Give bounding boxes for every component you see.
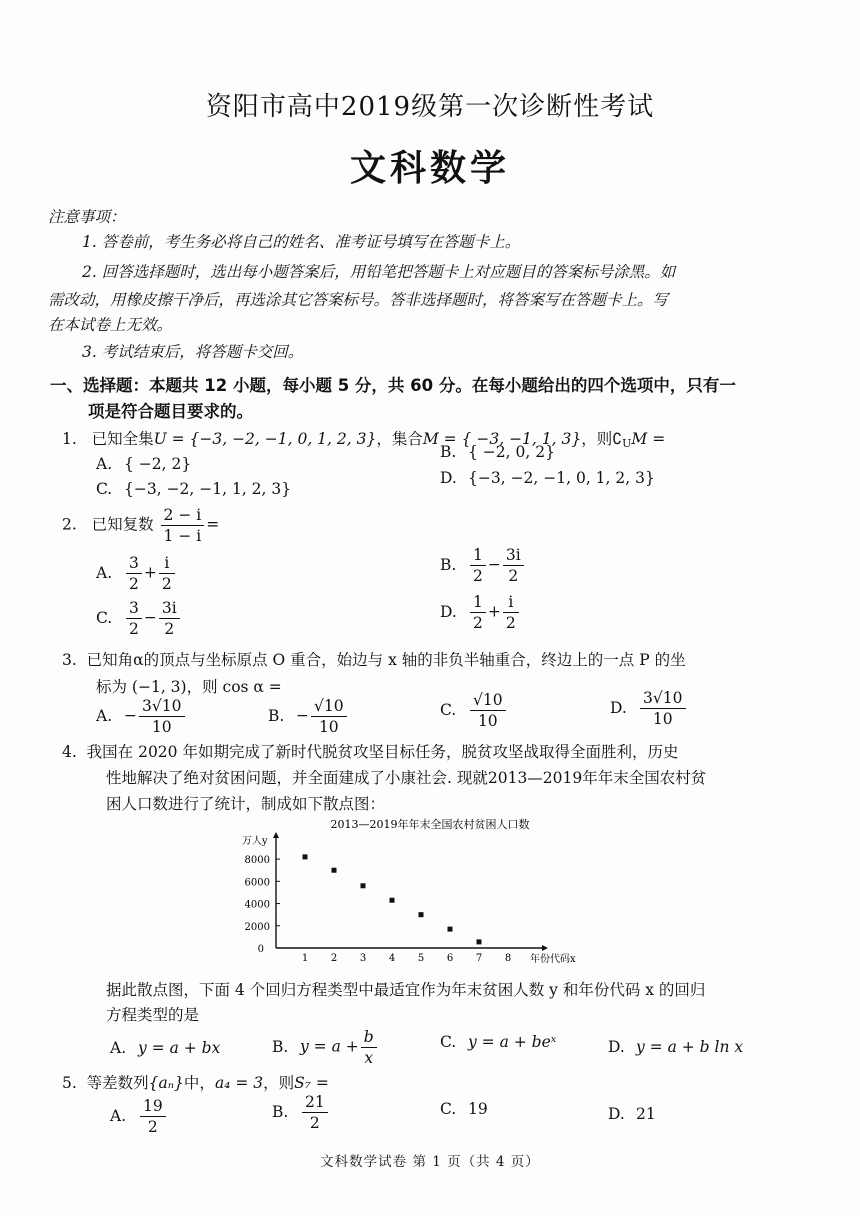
chart-y-label: 万人y (242, 836, 268, 847)
x-tick-label: 2 (330, 953, 338, 964)
q5-option-b[interactable]: B. $\frac{21}{2}$ (272, 1092, 330, 1133)
q3-option-c[interactable]: C. $\frac{√10}{10}$ (440, 690, 508, 731)
q4-option-a[interactable]: A. y = a + bx (110, 1039, 221, 1057)
question-2: 2. 已知复数 $\frac{2 - i}{1 - i}$ = (62, 506, 220, 545)
note-item-2-line-1: 2. 回答选择题时，选出每小题答案后，用铅笔把答题卡上对应题目的答案标号涂黑。如 (82, 263, 676, 281)
x-tick-label: 8 (504, 953, 512, 964)
scatter-point (303, 854, 308, 859)
scatter-point (477, 939, 482, 944)
chart-x-label: 年份代码x (530, 954, 576, 964)
scatter-point (332, 868, 337, 873)
question-3-line-1: 3. 已知角α的顶点与坐标原点 O 重合，始边与 x 轴的非负半轴重合，终边上的一点 P 的坐 (62, 651, 686, 669)
section-heading-line-2: 项是符合题目要求的。 (88, 402, 253, 421)
scatter-point (390, 898, 395, 903)
y-tick-label: 0 (257, 944, 264, 955)
question-number: 2. (62, 515, 77, 534)
q1-option-a[interactable]: A. { −2, 2} (96, 455, 192, 473)
question-3-line-2: 标为 (−1, 3)，则 cos α = (96, 678, 282, 696)
note-item-2-line-3: 在本试卷上无效。 (48, 316, 173, 334)
question-4-after-line-2: 方程类型的是 (106, 1006, 200, 1024)
x-tick-label: 6 (446, 953, 454, 964)
q2-option-b[interactable]: B. $\frac{1}{2}$ − $\frac{3i}{2}$ (440, 545, 526, 586)
y-tick-label: 2000 (244, 921, 270, 933)
scatter-point (361, 883, 366, 888)
y-tick-label: 8000 (244, 855, 270, 867)
y-tick-label: 4000 (244, 899, 270, 911)
x-tick-label: 3 (359, 953, 367, 964)
question-4-line-3: 困人口数进行了统计，制成如下散点图： (106, 795, 386, 813)
q4-option-b[interactable]: B. y = a + $\frac{b}{x}$ (272, 1027, 379, 1068)
q1-option-b[interactable]: B. { −2, 0, 2} (440, 443, 555, 461)
x-tick-label: 1 (301, 953, 309, 964)
chart-title: 2013—2019年年末全国农村贫困人口数 (330, 818, 530, 831)
q2-option-a[interactable]: A. $\frac{3}{2}$ + $\frac{i}{2}$ (96, 553, 177, 594)
q4-option-d[interactable]: D. y = a + b ln x (608, 1038, 744, 1056)
note-item-2-line-2: 需改动，用橡皮擦干净后，再选涂其它答案标号。答非选择题时，将答案写在答题卡上。写 (48, 291, 669, 309)
q5-option-c[interactable]: C. 19 (440, 1100, 488, 1118)
q5-option-d[interactable]: D. 21 (608, 1105, 656, 1123)
question-1: 1. 已知全集U = {−3, −2, −1, 0, 1, 2, 3}，集合M = { −3, −1, 1, 3}，则$∁_UM$ = (62, 430, 666, 450)
exam-title: 资阳市高中2019级第一次诊断性考试 (205, 92, 655, 122)
x-tick-label: 5 (417, 953, 425, 964)
y-axis-arrow (273, 832, 279, 838)
question-5: 5. 等差数列{aₙ}中，a₄ = 3，则S₇ = (62, 1074, 329, 1092)
q3-option-a[interactable]: A. − $\frac{3√10}{10}$ (96, 696, 187, 737)
scatter-chart (230, 814, 590, 964)
notes-heading: 注意事项： (48, 208, 126, 226)
x-tick-label: 7 (475, 953, 483, 964)
question-4-after-line-1: 据此散点图，下面 4 个回归方程类型中最适宜作为年末贫困人数 y 和年份代码 x 的回归 (106, 981, 706, 999)
x-tick-label: 4 (388, 953, 396, 964)
scatter-point (419, 912, 424, 917)
q2-option-c[interactable]: C. $\frac{3}{2}$ − $\frac{3i}{2}$ (96, 598, 182, 639)
note-item-3: 3. 考试结束后，将答题卡交回。 (82, 343, 304, 361)
subject-title: 文科数学 (349, 147, 510, 189)
question-number: 1. (62, 430, 77, 448)
x-axis-arrow (542, 945, 548, 951)
page-footer: 文科数学试卷 第 1 页（共 4 页） (320, 1154, 540, 1170)
q3-option-b[interactable]: B. − $\frac{√10}{10}$ (268, 696, 349, 737)
q4-option-c[interactable]: C. y = a + beˣ (440, 1033, 557, 1051)
q1-option-d[interactable]: D. {−3, −2, −1, 0, 1, 2, 3} (440, 469, 655, 487)
q3-option-d[interactable]: D. $\frac{3√10}{10}$ (610, 688, 688, 729)
scatter-point (448, 927, 453, 932)
q1-option-c[interactable]: C. {−3, −2, −1, 1, 2, 3} (96, 480, 292, 498)
note-item-1: 1. 答卷前，考生务必将自己的姓名、准考证号填写在答题卡上。 (82, 233, 521, 251)
question-4-line-1: 4. 我国在 2020 年如期完成了新时代脱贫攻坚目标任务，脱贫攻坚战取得全面胜利，历史 (62, 743, 679, 761)
y-tick-label: 6000 (244, 877, 270, 889)
section-heading-line-1: 一、选择题：本题共 12 小题，每小题 5 分，共 60 分。在每小题给出的四个选项中，只有一 (50, 376, 736, 395)
q2-option-d[interactable]: D. $\frac{1}{2}$ + $\frac{i}{2}$ (440, 592, 521, 633)
question-4-line-2: 性地解决了绝对贫困问题，并全面建成了小康社会. 现就2013—2019年年末全国农村贫 (106, 769, 707, 787)
q5-option-a[interactable]: A. $\frac{19}{2}$ (110, 1096, 168, 1137)
